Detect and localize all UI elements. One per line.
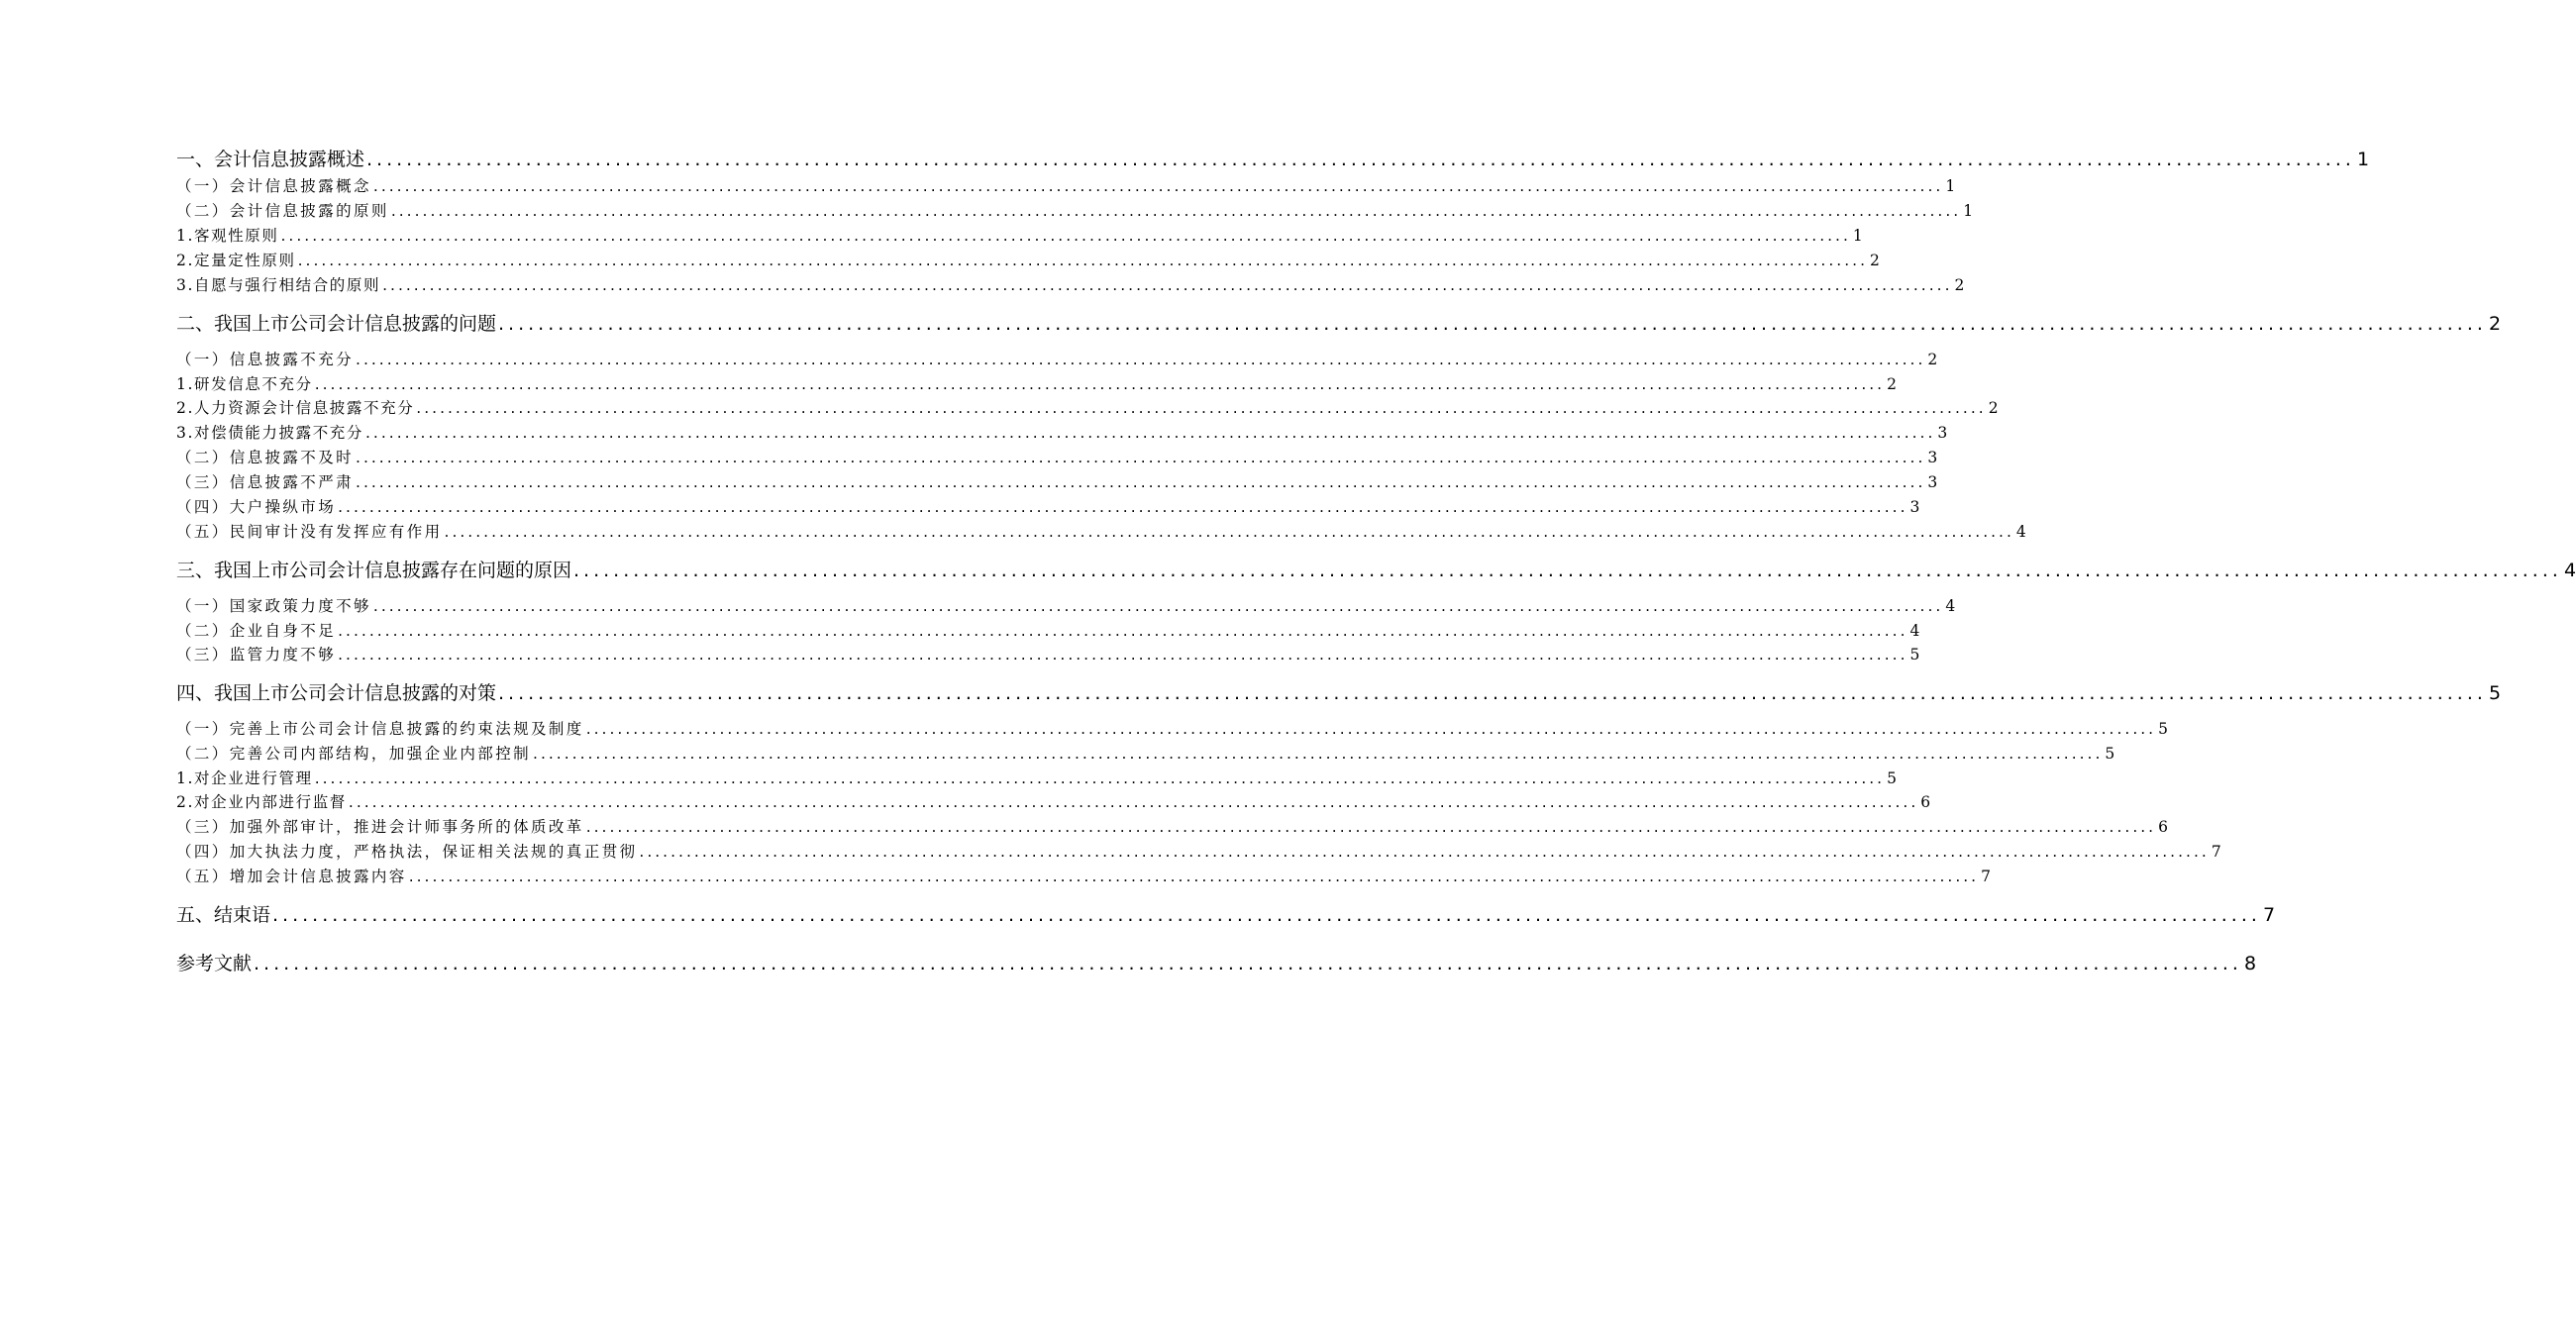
toc-dot-leader: ........................................................................................................................................................................................................	[382, 276, 1953, 294]
toc-page-number: 5	[2488, 682, 2502, 704]
toc-entry-label: （五）民间审计没有发挥应有作用	[176, 523, 443, 541]
toc-section-entry[interactable]	[176, 446, 1938, 467]
toc-dot-leader: ........................................................................................................................................................................................................	[372, 177, 1944, 195]
toc-section-entry[interactable]	[176, 840, 2221, 862]
toc-entry-label: 3.对偿债能力披露不充分	[176, 424, 363, 442]
toc-section-entry[interactable]	[176, 815, 2168, 837]
toc-subsection-entry[interactable]	[176, 273, 1965, 295]
toc-dot-leader: ........................................................................................................................................................................................................	[444, 523, 2014, 541]
toc-section-entry[interactable]	[176, 742, 2115, 764]
toc-subsection-entry[interactable]	[176, 372, 1897, 394]
toc-chapter-entry[interactable]	[176, 900, 2276, 927]
toc-chapter-entry[interactable]	[176, 309, 2502, 336]
toc-dot-leader: ........................................................................................................................................................................................................	[272, 904, 2261, 926]
toc-dot-leader: ........................................................................................................................................................................................................	[639, 843, 2210, 861]
toc-entry-label: （三）监管力度不够	[176, 646, 337, 664]
toc-page-number: 6	[2158, 818, 2168, 836]
toc-page-number: 5	[1909, 646, 1920, 664]
toc-section-entry[interactable]	[176, 199, 1974, 221]
toc-entry-label: （四）大户操纵市场	[176, 498, 337, 516]
toc-dot-leader: ........................................................................................................................................................................................................	[390, 202, 1962, 220]
toc-subsection-entry[interactable]	[176, 767, 1897, 788]
toc-page-number: 2	[1988, 399, 1999, 417]
toc-page-number: 3	[1937, 424, 1948, 442]
toc-chapter-entry[interactable]	[176, 949, 2257, 975]
toc-entry-label: （一）国家政策力度不够	[176, 597, 371, 615]
toc-dot-leader: ........................................................................................................................................................................................................	[314, 769, 1886, 787]
toc-subsection-entry[interactable]	[176, 421, 1948, 443]
toc-subsection-entry[interactable]	[176, 249, 1880, 270]
toc-dot-leader: ........................................................................................................................................................................................................	[280, 227, 1851, 245]
toc-page-number: 2	[1954, 276, 1965, 294]
toc-subsection-entry[interactable]	[176, 790, 1931, 812]
toc-entry-label: 1.客观性原则	[176, 227, 279, 245]
toc-entry-label: （一）会计信息披露概念	[176, 177, 371, 195]
toc-page-number: 2	[1887, 375, 1897, 393]
toc-subsection-entry[interactable]	[176, 396, 1999, 418]
toc-page-number: 7	[2211, 843, 2221, 861]
toc-entry-label: 2.人力资源会计信息披露不充分	[176, 399, 415, 417]
toc-entry-label: 2.定量定性原则	[176, 252, 296, 269]
toc-section-entry[interactable]	[176, 717, 2168, 739]
toc-section-entry[interactable]	[176, 643, 1920, 665]
toc-dot-leader: ........................................................................................................................................................................................................	[254, 953, 2242, 974]
toc-dot-leader: ........................................................................................................................................................................................................	[365, 424, 1936, 442]
toc-page-number: 1	[1852, 227, 1863, 245]
toc-page-number: 7	[2262, 904, 2276, 926]
toc-entry-label: （四）加大执法力度，严格执法，保证相关法规的真正贯彻	[176, 843, 638, 861]
toc-entry-label: （五）增加会计信息披露内容	[176, 868, 407, 885]
toc-section-entry[interactable]	[176, 174, 1956, 196]
toc-entry-label: （三）信息披露不严肃	[176, 473, 355, 491]
toc-page-number: 5	[2158, 720, 2168, 738]
toc-dot-leader: ........................................................................................................................................................................................................	[366, 149, 2355, 170]
toc-entry-label: （一）完善上市公司会计信息披露的约束法规及制度	[176, 720, 584, 738]
toc-entry-label: 三、我国上市公司会计信息披露存在问题的原因	[176, 560, 572, 581]
toc-dot-leader: ........................................................................................................................................................................................................	[356, 473, 1926, 491]
toc-dot-leader: ........................................................................................................................................................................................................	[533, 745, 2104, 763]
toc-dot-leader: ........................................................................................................................................................................................................	[372, 597, 1944, 615]
toc-chapter-entry[interactable]	[176, 145, 2370, 171]
toc-dot-leader: ........................................................................................................................................................................................................	[498, 313, 2487, 335]
toc-dot-leader: ........................................................................................................................................................................................................	[297, 252, 1868, 269]
toc-page-number: 8	[2243, 953, 2257, 974]
toc-page-number: 5	[1887, 769, 1897, 787]
toc-section-entry[interactable]	[176, 348, 1938, 369]
toc-page-number: 2	[1870, 252, 1880, 269]
toc-page-number: 7	[1981, 868, 1991, 885]
toc-entry-label: 参考文献	[176, 953, 253, 974]
toc-entry-label: 1.对企业进行管理	[176, 769, 313, 787]
toc-entry-label: 1.研发信息不充分	[176, 375, 313, 393]
toc-section-entry[interactable]	[176, 520, 2026, 542]
toc-page-number: 4	[1945, 597, 1956, 615]
toc-entry-label: 四、我国上市公司会计信息披露的对策	[176, 682, 497, 704]
toc-page-number: 3	[1927, 473, 1938, 491]
toc-entry-label: 一、会计信息披露概述	[176, 149, 365, 170]
toc-entry-label: 二、我国上市公司会计信息披露的问题	[176, 313, 497, 335]
toc-dot-leader: ........................................................................................................................................................................................................	[416, 399, 1987, 417]
toc-dot-leader: ........................................................................................................................................................................................................	[348, 793, 1919, 811]
toc-entry-label: （三）加强外部审计，推进会计师事务所的体质改革	[176, 818, 584, 836]
toc-chapter-entry[interactable]	[176, 678, 2502, 705]
toc-page-number: 5	[2105, 745, 2115, 763]
toc-page-number: 3	[1927, 449, 1938, 466]
toc-dot-leader: ........................................................................................................................................................................................................	[585, 818, 2157, 836]
toc-dot-leader: ........................................................................................................................................................................................................	[356, 449, 1926, 466]
toc-dot-leader: ........................................................................................................................................................................................................	[498, 682, 2487, 704]
toc-section-entry[interactable]	[176, 619, 1920, 641]
toc-page-number: 4	[1909, 622, 1920, 640]
toc-page-number: 2	[1927, 351, 1938, 368]
toc-dot-leader: ........................................................................................................................................................................................................	[356, 351, 1926, 368]
toc-entry-label: （二）会计信息披露的原则	[176, 202, 389, 220]
toc-page-number: 2	[2488, 313, 2502, 335]
toc-entry-label: （二）完善公司内部结构，加强企业内部控制	[176, 745, 532, 763]
toc-page-number: 1	[1945, 177, 1956, 195]
toc-entry-label: 五、结束语	[176, 904, 271, 926]
toc-entry-label: 3.自愿与强行相结合的原则	[176, 276, 381, 294]
toc-section-entry[interactable]	[176, 470, 1938, 492]
toc-entry-label: 2.对企业内部进行监督	[176, 793, 347, 811]
toc-entry-label: （二）企业自身不足	[176, 622, 337, 640]
toc-dot-leader: ........................................................................................................................................................................................................	[408, 868, 1980, 885]
toc-section-entry[interactable]	[176, 495, 1920, 517]
toc-dot-leader: ........................................................................................................................................................................................................	[338, 622, 1908, 640]
toc-page-number: 6	[1920, 793, 1931, 811]
toc-page-number: 3	[1909, 498, 1920, 516]
toc-chapter-entry[interactable]	[176, 556, 2576, 582]
toc-section-entry[interactable]	[176, 865, 1991, 886]
toc-entry-label: （一）信息披露不充分	[176, 351, 355, 368]
toc-page-number: 4	[2015, 523, 2026, 541]
toc-entry-label: （二）信息披露不及时	[176, 449, 355, 466]
toc-page-number: 4	[2563, 560, 2576, 581]
toc-dot-leader: ........................................................................................................................................................................................................	[573, 560, 2562, 581]
toc-dot-leader: ........................................................................................................................................................................................................	[314, 375, 1886, 393]
toc-dot-leader: ........................................................................................................................................................................................................	[585, 720, 2157, 738]
toc-page-number: 1	[2356, 149, 2370, 170]
toc-page-number: 1	[1963, 202, 1974, 220]
toc-subsection-entry[interactable]	[176, 224, 1863, 246]
toc-dot-leader: ........................................................................................................................................................................................................	[338, 646, 1908, 664]
toc-dot-leader: ........................................................................................................................................................................................................	[338, 498, 1908, 516]
toc-section-entry[interactable]	[176, 594, 1956, 616]
